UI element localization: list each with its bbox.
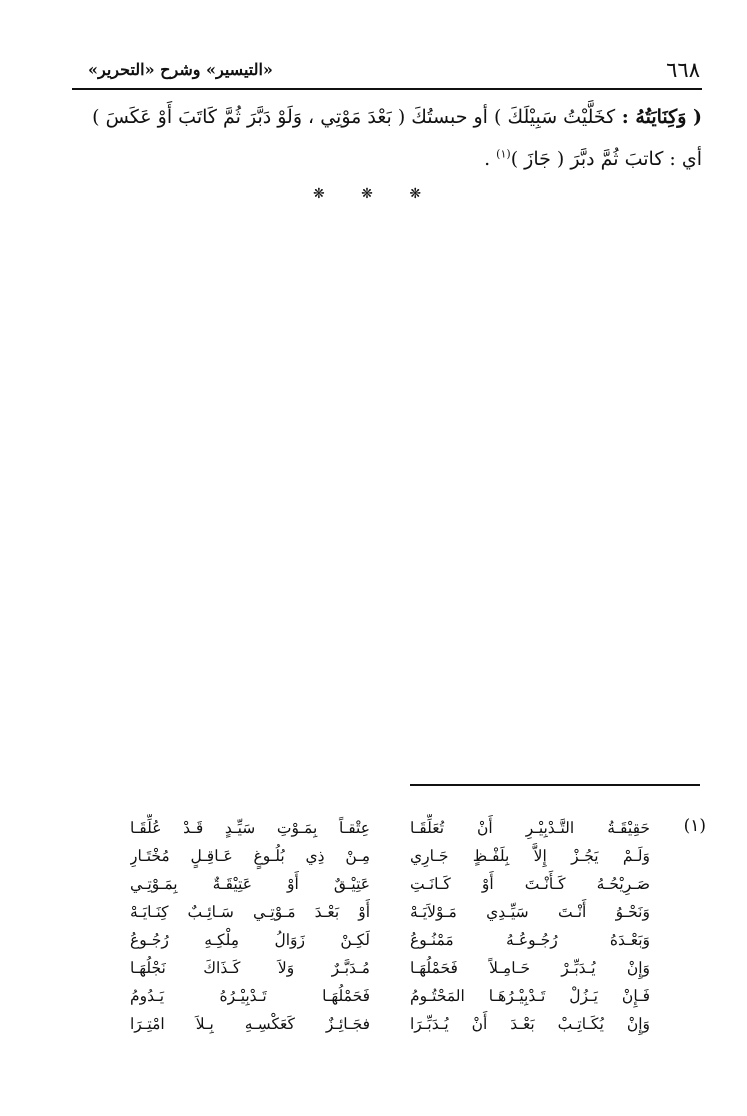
footnote-number: (١) [683, 816, 706, 836]
verse-line: صَـرِيْحُـهُ كَـأَنْـتَ أَوْ كَـانَـتِ [410, 875, 650, 893]
footnote-rule [410, 784, 700, 786]
verse-line: فجَـائِـزٌ كَعَكْسِـهِ بِـلاَ امْتِـرَا [130, 1015, 370, 1033]
verse-column-left [130, 814, 370, 1038]
main-text [62, 96, 702, 180]
verse-line: فَحَمْلُهَـا تَـدْبِيْـرُهُ يَـدُومُ [130, 987, 370, 1005]
main-text-line1: كخَلَّيْتُ سَبِيْلَكَ ) أو حبستُكَ ( بَعْدَ مَوْتِي ، وَلَوْ دَبَّرَ ثُمَّ كَاتَبَ أَوْ عَكَسَ ) [92, 106, 616, 128]
verse-line: وَبَعْـدَهُ رُجُـوعُـهُ مَمْنُـوعُ [410, 931, 650, 949]
main-text-line2: أي : كاتبَ ثُمَّ دبَّرَ ( جَازَ ) [510, 148, 702, 170]
verse-line: وَلَـمْ يَجُـزْ إِلاَّ بِلَفْـظٍ جَـارِي [410, 847, 650, 865]
header-rule [72, 88, 702, 90]
main-text-line2-end: . [484, 148, 497, 170]
verse-line: لَكِـنْ زَوَالُ مِلْكِـهِ رُجُـوعُ [130, 931, 370, 949]
verse-line: وَإِنْ يُـدَبِّـرْ حَـامِـلاً فَحَمْلُهَـا [410, 959, 650, 977]
verse-line: مِـنْ ذِي بُلُـوغٍ عَـاقِـلٍ مُخْتَـارِ [130, 847, 370, 865]
verse-line: فَـإِنْ يَـزُلْ تَـدْبِيْـرُهَـا المَحْتُـومُ [410, 987, 650, 1005]
page-number: ٦٦٨ [666, 58, 700, 82]
running-head-title: «التيسير» وشرح «التحرير» [88, 60, 273, 79]
verse-line: مُـدَبَّـرٌ وَلاَ كَـذَاكَ نَجْلُهَـا [130, 959, 370, 977]
verse-column-right [410, 814, 650, 1038]
verse-line: وَإِنْ يُكَـاتِـبْ بَعْـدَ أَنْ يُـدَبِّـرَا [410, 1015, 650, 1033]
verse-line: وَنَحْـوُ أَنْـتَ سَيِّـدِي مَـوْلاَيَـهْ [410, 903, 650, 921]
main-text-bold-term: ( وَكِنَايَتُهُ : [615, 106, 702, 128]
verse-line: حَقِيْقَـةُ التَّـدْبِيْـرِ أَنْ تُعَلِّقَـا [410, 819, 650, 837]
verse-line: عَتِيْـقٌ أَوْ عَتِيْقَـةٌ بِمَـوْتِـي [130, 875, 370, 893]
verse-line: عِتْقـاً بِمَـوْتِ سَيِّـدٍ قَـدْ عُلِّقَـا [130, 819, 370, 837]
section-separator: ❋ ❋ ❋ [312, 186, 438, 202]
verse-line: أَوْ بَعْـدَ مَـوْتِـي سَـائِـبٌ كِنَـايَـهْ [130, 903, 370, 921]
footnote-reference[interactable]: (١) [496, 147, 511, 161]
